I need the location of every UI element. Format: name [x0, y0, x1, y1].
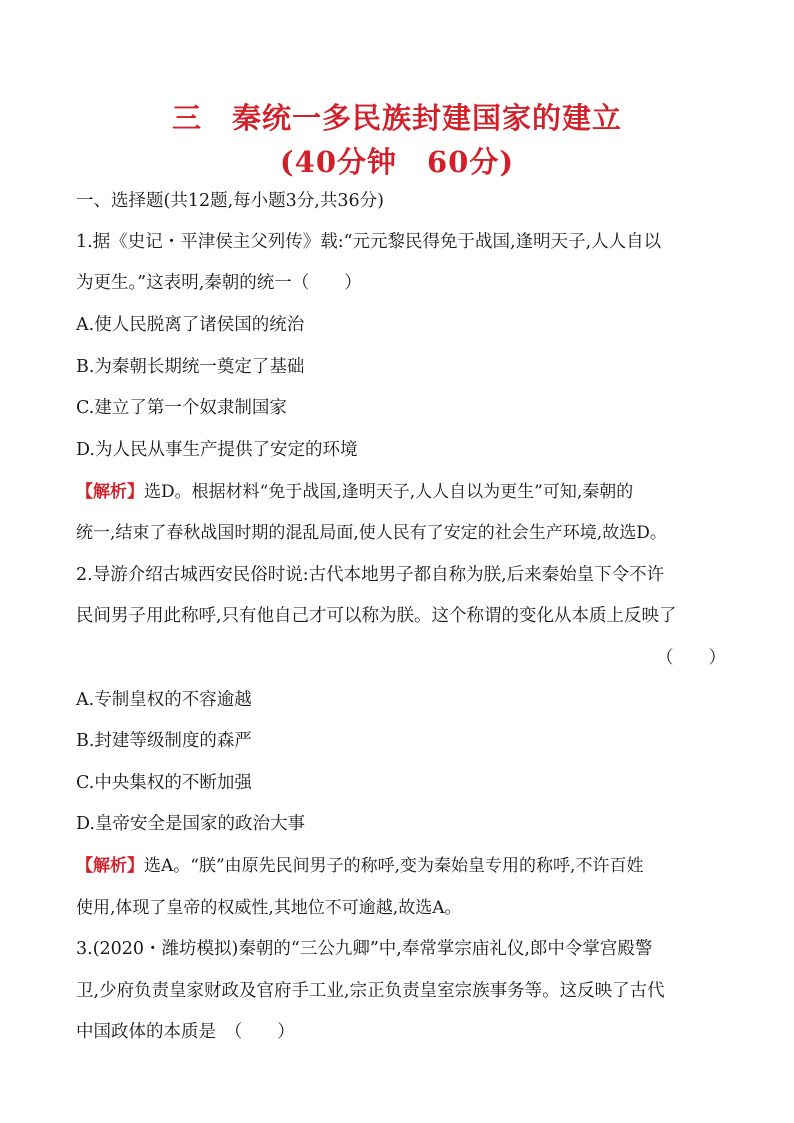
- q2-option-b: B.封建等级制度的森严: [76, 731, 252, 751]
- q2-analysis-line2: 使用,体现了皇帝的权威性,其地位不可逾越,故选A。: [76, 898, 462, 918]
- q2-stem-line1: 2.导游介绍古城西安民俗时说:古代本地男子都自称为朕,后来秦始皇下令不许: [76, 565, 665, 585]
- q3-stem-line3: 中国政体的本质是 （ ）: [76, 1022, 295, 1042]
- q1-option-a: A.使人民脱离了诸侯国的统治: [76, 315, 305, 335]
- q2-answer-blank: （ ）: [656, 648, 726, 668]
- q1-analysis-line2: 统一,结束了春秋战国时期的混乱局面,使人民有了安定的社会生产环境,故选D。: [76, 523, 667, 543]
- q1-option-b: B.为秦朝长期统一奠定了基础: [76, 357, 305, 377]
- q2-option-a: A.专制皇权的不容逾越: [76, 690, 252, 710]
- q1-analysis-line1: [76, 480, 726, 504]
- q2-stem-line2: 民间男子用此称呼,只有他自己才可以称为朕。这个称谓的变化从本质上反映了: [76, 606, 677, 626]
- analysis-tag: 【解析】: [76, 856, 144, 876]
- page-title: 三 秦统一多民族封建国家的建立: [171, 101, 622, 135]
- q2-analysis-line1: [76, 854, 726, 878]
- q2-option-d: D.皇帝安全是国家的政治大事: [76, 814, 305, 834]
- q3-stem-line1: 3.(2020・潍坊模拟)秦朝的“三公九卿”中,奉常掌宗庙礼仪,郎中令掌宫殿警: [76, 939, 653, 959]
- q1-stem-line2: 为更生。”这表明,秦朝的统一（ ）: [76, 273, 362, 293]
- q3-stem-line2: 卫,少府负责皇家财政及官府手工业,宗正负责皇室宗族事务等。这反映了古代: [76, 981, 665, 1001]
- page-subtitle: (40分钟 60分): [279, 145, 515, 179]
- q1-analysis-text: 选D。根据材料“免于战国,逢明天子,人人自以为更生”可知,秦朝的: [144, 482, 634, 502]
- analysis-tag: 【解析】: [76, 482, 144, 502]
- q2-analysis-text: 选A。“朕”由原先民间男子的称呼,变为秦始皇专用的称呼,不许百姓: [144, 856, 644, 876]
- q1-stem-line1: 1.据《史记・平津侯主父列传》载:“元元黎民得免于战国,逢明天子,人人自以: [76, 232, 662, 252]
- q2-option-c: C.中央集权的不断加强: [76, 773, 252, 793]
- q1-option-c: C.建立了第一个奴隶制国家: [76, 398, 287, 418]
- section-heading: 一、选择题(共12题,每小题3分,共36分): [76, 191, 384, 211]
- q1-option-d: D.为人民从事生产提供了安定的环境: [76, 440, 358, 460]
